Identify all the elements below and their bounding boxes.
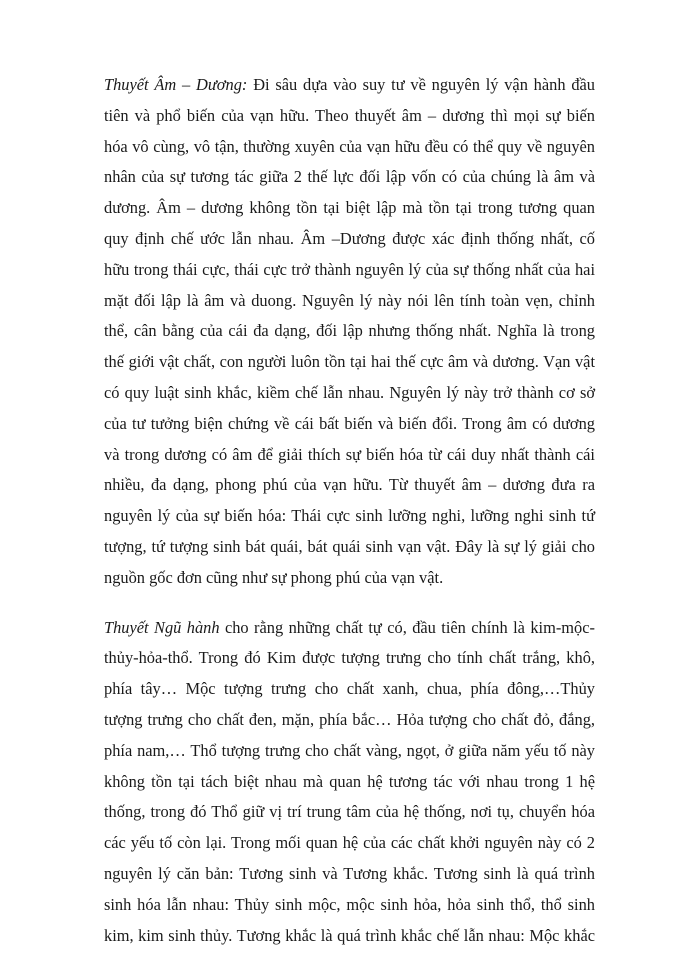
text-line: của tư tưởng biện chứng về cái bất biến và biến đổi. Trong âm có dương bbox=[104, 413, 595, 433]
text-line: nguyên lý căn bản: Tương sinh và Tương khắc. Tương sinh là quá trình bbox=[104, 863, 595, 883]
text-line: nhân của sự tương tác giữa 2 thế lực đối lập vốn có của chúng là âm và bbox=[104, 167, 595, 187]
text-line: quy định chế ước lẫn nhau. Âm –Dương được xác định thống nhất, cố bbox=[104, 228, 595, 248]
text-line: các yếu tố còn lại. Trong mối quan hệ của các chất khởi nguyên này có 2 bbox=[104, 833, 595, 853]
paragraph-ngu-hanh bbox=[104, 613, 595, 952]
text-line: sinh hóa lẫn nhau: Thủy sinh mộc, mộc sinh hỏa, hỏa sinh thổ, thổ sinh bbox=[104, 894, 595, 914]
text-line: và trong dương có âm để giải thích sự biến hóa từ cái duy nhất thành cái bbox=[104, 444, 595, 464]
term-am-duong: Thuyết Âm – Dương: bbox=[104, 75, 248, 94]
text-line: thế giới vật chất, con người luôn tồn tại hai thế cực âm và dương. Vạn vật bbox=[104, 352, 595, 372]
text-line: tượng, tứ tượng sinh bát quái, bát quái sinh vạn vật. Đây là sự lý giải cho bbox=[104, 536, 595, 556]
text-line-content: cho rằng những chất tự có, đầu tiên chính là kim-mộc- bbox=[219, 617, 595, 637]
text-line: thống, trong đó Thổ giữ vị trí trung tâm của hệ thống, nơi tụ, chuyển hóa bbox=[104, 802, 595, 822]
text-line: hóa vô cùng, vô tận, thường xuyên của vạn hữu đều có thể quy về nguyên bbox=[104, 136, 595, 156]
text-line: thủy-hỏa-thổ. Trong đó Kim được tượng trưng cho tính chất trắng, khô, bbox=[104, 648, 595, 668]
text-line: không tồn tại tách biệt nhau mà quan hệ tương tác với nhau trong 1 hệ bbox=[104, 771, 595, 791]
text-line: dương. Âm – dương không tồn tại biệt lập mà tồn tại trong tương quan bbox=[104, 198, 595, 218]
document-page bbox=[104, 70, 595, 951]
paragraph-am-duong bbox=[104, 70, 595, 594]
text-line: mặt đối lập là âm và duong. Nguyên lý này nói lên tính toàn vẹn, chỉnh bbox=[104, 290, 595, 310]
text-line: tiên và phổ biến của vạn hữu. Theo thuyết âm – dương thì mọi sự biến bbox=[104, 105, 595, 125]
text-line: nhiều, đa dạng, phong phú của vạn hữu. Từ thuyết âm – dương đưa ra bbox=[104, 475, 595, 495]
text-line: tượng trưng cho chất đen, mặn, phía bắc… Hỏa tượng cho chất đỏ, đắng, bbox=[104, 709, 595, 729]
text-line: hữu trong thái cực, thái cực trở thành nguyên lý của sự thống nhất của hai bbox=[104, 259, 595, 279]
text-line: phía nam,… Thổ tượng trưng cho chất vàng, ngọt, ở giữa năm yếu tố này bbox=[104, 740, 595, 760]
term-ngu-hanh: Thuyết Ngũ hành bbox=[104, 617, 220, 637]
text-line-content: Đi sâu dựa vào suy tư về nguyên lý vận hành đầu bbox=[247, 75, 595, 94]
text-line: phía tây… Mộc tượng trưng cho chất xanh, chua, phía đông,…Thủy bbox=[104, 679, 595, 699]
text-line: có quy luật sinh khắc, kiềm chế lẫn nhau. Nguyên lý này trở thành cơ sở bbox=[104, 382, 595, 402]
text-line: thể, cân bằng của cái đa dạng, đối lập nhưng thống nhất. Nghĩa là trong bbox=[104, 321, 595, 341]
text-line bbox=[104, 70, 595, 101]
text-line bbox=[104, 613, 595, 644]
text-line: kim, kim sinh thủy. Tương khắc là quá trình khắc chế lẫn nhau: Mộc khắc bbox=[104, 925, 595, 945]
text-line: nguyên lý của sự biến hóa: Thái cực sinh lưỡng nghi, lưỡng nghi sinh tứ bbox=[104, 506, 595, 526]
text-line: nguồn gốc đơn cũng như sự phong phú của vạn vật. bbox=[104, 567, 444, 587]
